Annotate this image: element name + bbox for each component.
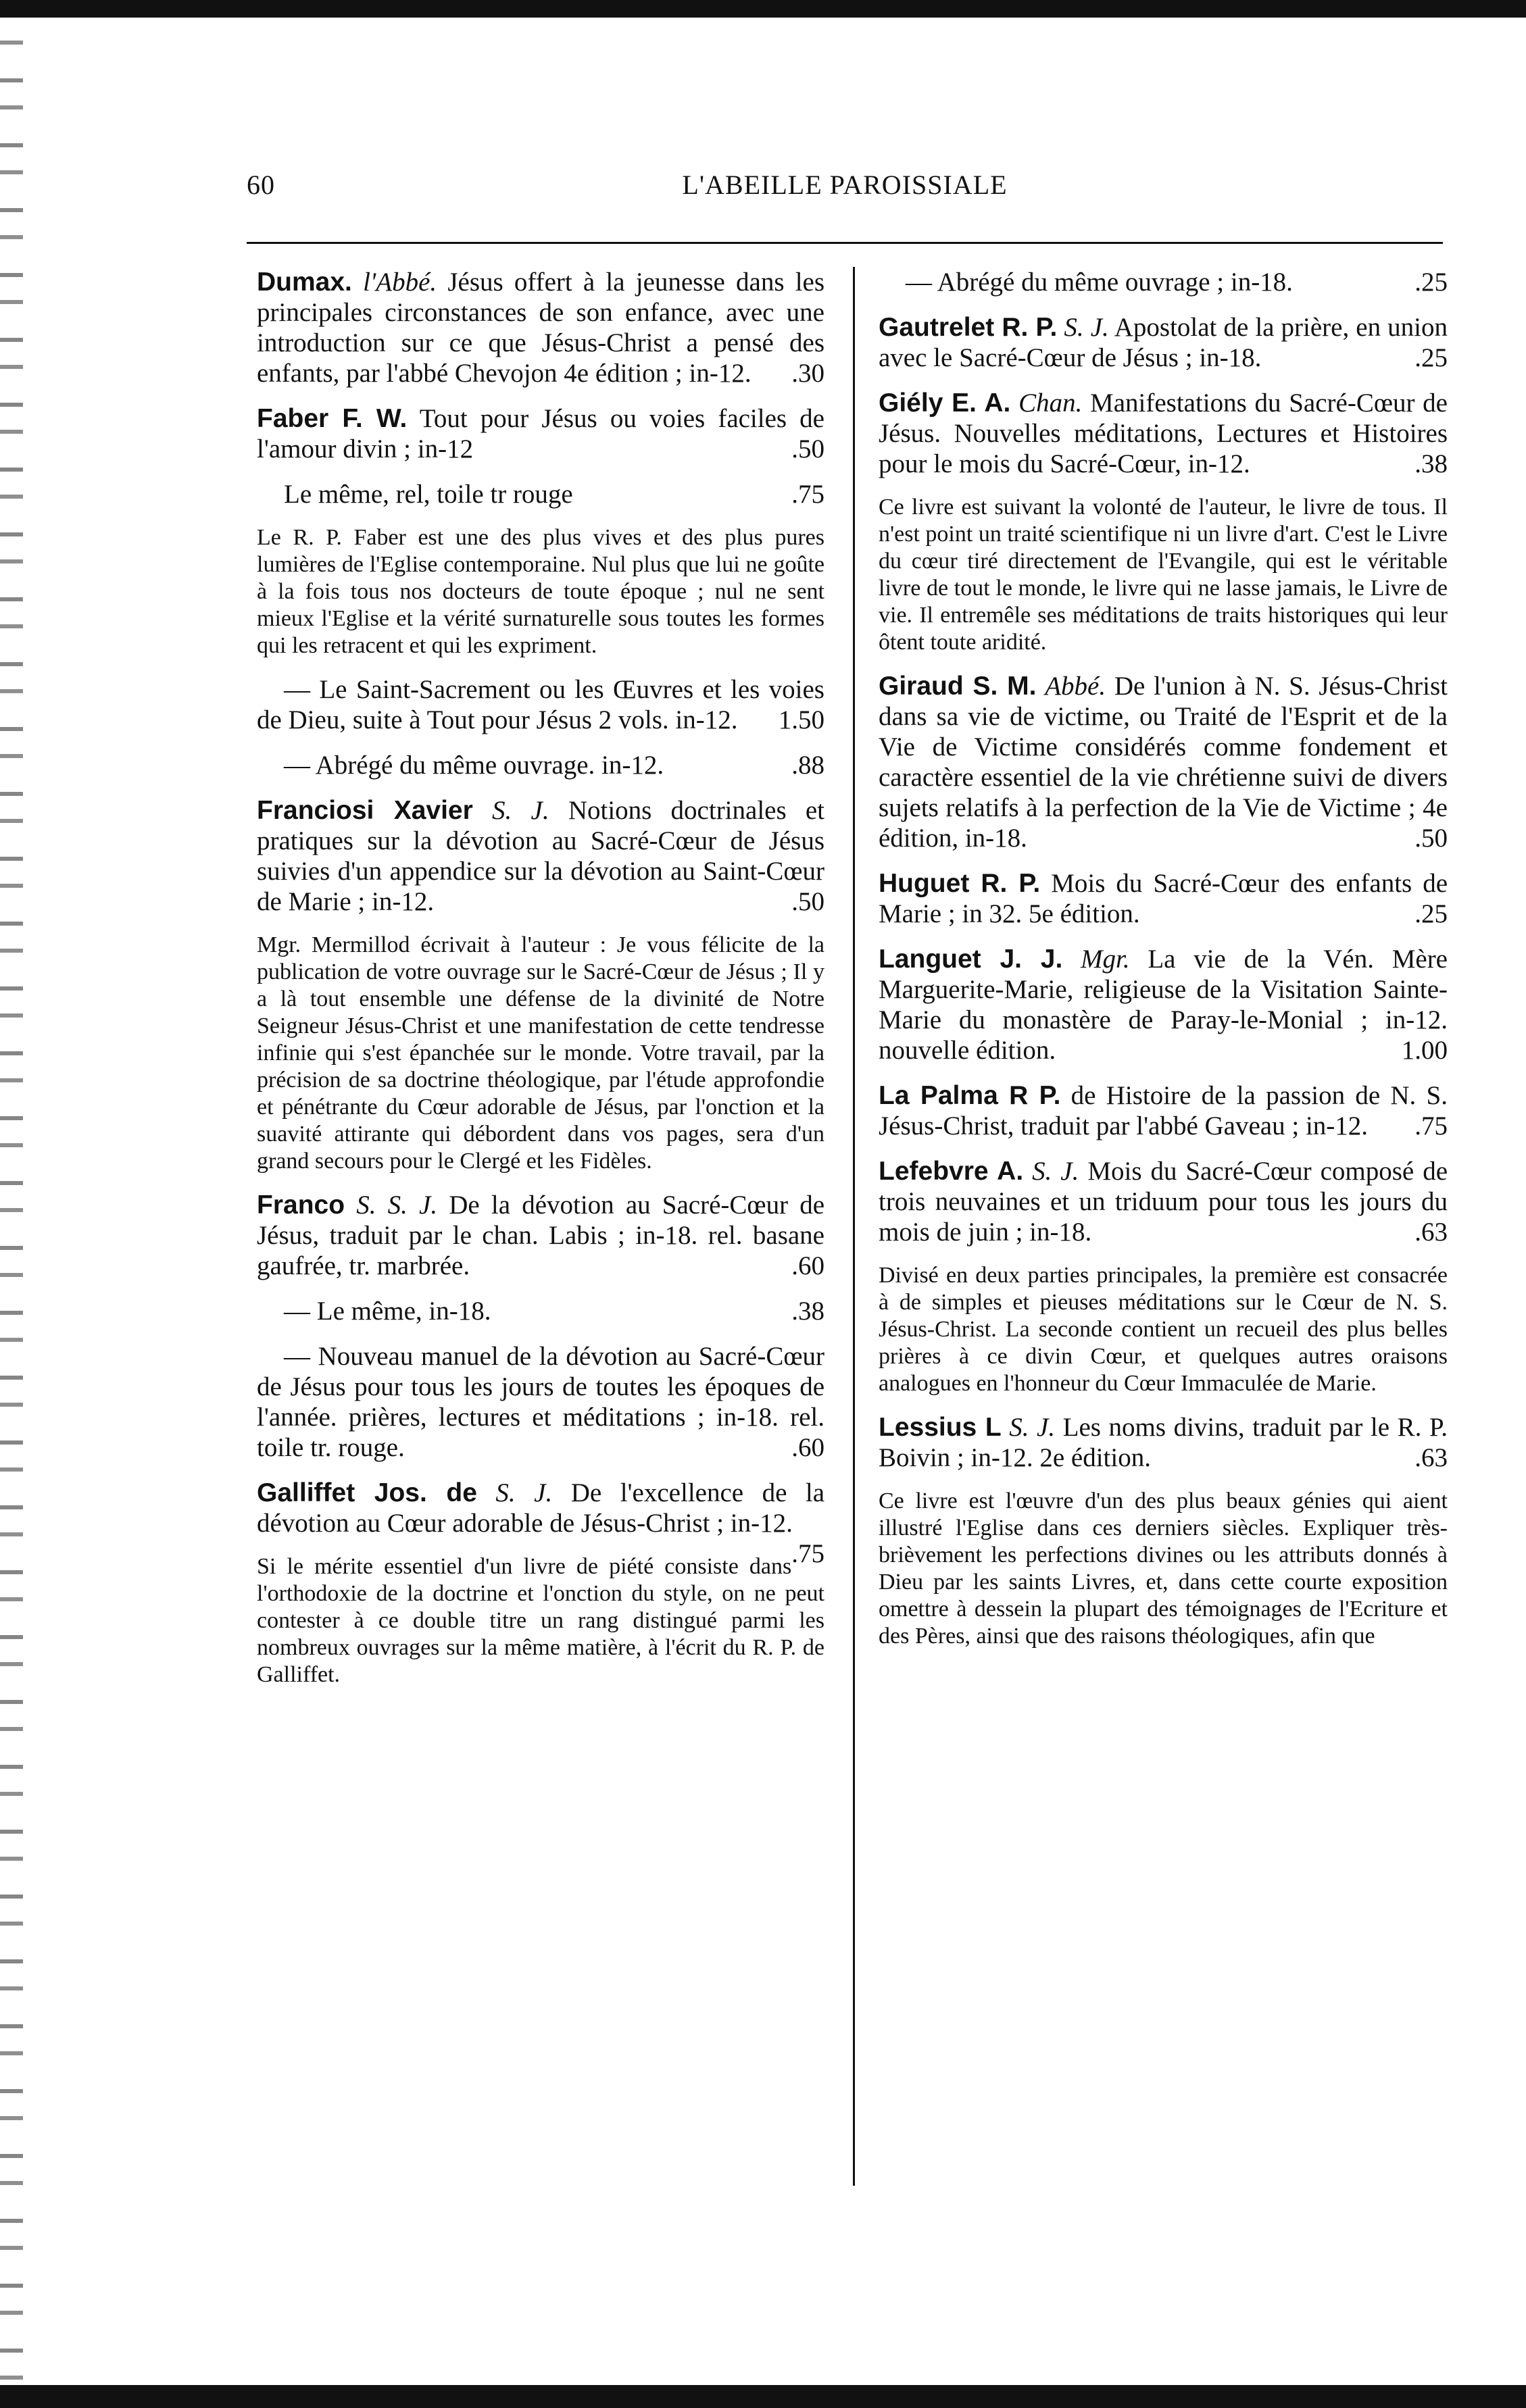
entry-title: Manifestations du Sacré-Cœur de Jésus. Nouvelles méditations, Lectures et Histoires pour le mois du Sacré-Cœur, in-12. [879,388,1448,478]
entry-title: — Nouveau manuel de la dévotion au Sacré-Cœur de Jésus pour tous les jours de toutes les époques de l'année. prières, lectures et méditations ; in-18. rel. toile tr. rouge. [257,1342,824,1462]
entry-price: .75 [791,1539,824,1568]
entry-title: — Le Saint-Sacrement ou les Œuvres et les voies de Dieu, suite à Tout pour Jésus 2 vols. in-12. [257,675,824,734]
entry-title: — Abrégé du même ouvrage. in-12. [284,751,664,780]
right-column [879,267,1448,1665]
entry-author: Languet J. J. [879,945,1063,974]
entry-credential: S. J. [1032,1157,1079,1186]
entry-title: De la dévotion au Sacré-Cœur de Jésus, traduit par le chan. Labis ; in-18. rel. basane gaufrée, tr. marbrée. [257,1190,825,1280]
entry-author: Faber F. W. [257,404,408,433]
header-rule [247,242,1443,244]
entry-author: Lefebvre A. [879,1157,1024,1186]
entry-price: .50 [791,887,824,916]
entry-title: De l'union à N. S. Jésus-Christ dans sa vie de victime, ou Traité de l'Esprit et de la Vie de Victime considérés comme fondement et caractère essentiel de la vie chrétienne suivi de divers sujets relatifs à la perfection de la Vie de Victime ; 4e édition, in-18. [879,672,1448,853]
entry-price: .25 [1414,268,1448,297]
entry-title: Apostolat de la prière, en union avec le Sacré-Cœur de Jésus ; in-18. [879,313,1448,372]
running-head: L'ABEILLE PAROISSIALE [682,170,1008,200]
catalog-entry [879,944,1448,1065]
entry-author: Galliffet Jos. de [257,1478,477,1507]
entry-price: .60 [791,1433,824,1462]
catalog-entry [879,1412,1448,1473]
entry-price: .60 [791,1251,824,1280]
review-note: Ce livre est suivant la volonté de l'auteur, le livre de tous. Il n'est point un traité scientifique ni un livre d'art. C'est le Livre du cœur tiré directement de l'Evangile, qui est le véritable livre de tout le monde, le livre qui ne lasse jamais, le Livre de vie. Il entremêle ses méditations de traits historiques qui leur ôtent toute aridité. [879,495,1448,655]
catalog-entry [257,1296,824,1326]
entry-author: Giraud S. M. [879,672,1037,701]
catalog-entry [879,868,1448,929]
entry-price: .63 [1414,1443,1448,1472]
catalog-entry [257,267,824,388]
entry-author: Huguet R. P. [879,869,1041,898]
review-note: Si le mérite essentiel d'un livre de piété consiste dans l'orthodoxie de la doctrine et l'onction du style, on ne peut contester à ce double titre un rang distingué parmi les nombreux ouvrages sur la même matière, à l'écrit du R. P. de Galliffet. [257,1554,824,1687]
entry-price: .63 [1414,1218,1448,1247]
entry-title: Mois du Sacré-Cœur composé de trois neuvaines et un triduum pour tous les jours du mois de juin ; in-18. [879,1157,1448,1247]
catalog-entry [257,750,824,780]
entry-author: Gautrelet R. P. [879,313,1058,342]
entry-price: .50 [1414,824,1448,853]
left-column [257,267,824,1703]
entry-title: La vie de la Vén. Mère Marguerite-Marie, religieuse de la Visitation Sainte-Marie du monastère de Paray-le-Monial ; in-12. nouvelle édition. [879,945,1448,1065]
scan-bottom-border [0,2385,1526,2408]
entry-credential: S. J. [492,796,549,825]
entry-credential: S. S. J. [356,1190,438,1220]
entry-author: Giély E. A. [879,388,1011,418]
entry-author: Lessius L [879,1413,1002,1442]
entry-title: Notions doctrinales et pratiques sur la dévotion au Sacré-Cœur de Jésus suivies d'un appendice sur la dévotion au Saint-Cœur de Marie ; in-12. [257,796,825,916]
entry-title: De l'excellence de la dévotion au Cœur adorable de Jésus-Christ ; in-12. [257,1478,825,1538]
catalog-entry [879,671,1448,853]
catalog-entry [879,267,1448,297]
page-number: 60 [247,170,275,200]
entry-price: .38 [1414,449,1448,478]
entry-author: La Palma R P. [879,1081,1061,1110]
entry-credential: S. J. [1064,313,1109,342]
entry-price: .75 [1414,1111,1448,1140]
entry-title: Mois du Sacré-Cœur des enfants de Marie ; in 32. 5e édition. [879,869,1448,928]
entry-title: de Histoire de la passion de N. S. Jésus-Christ, traduit par l'abbé Gaveau ; in-12. [879,1081,1448,1140]
entry-author: Franco [257,1190,345,1220]
entry-credential: l'Abbé. [363,268,437,297]
entry-title: Le même, rel, toile tr rouge [284,480,573,509]
entry-price: .75 [791,480,824,509]
entry-title: Les noms divins, traduit par le R. P. Boivin ; in-12. 2e édition. [879,1413,1448,1472]
entry-title: Tout pour Jésus ou voies faciles de l'amour divin ; in-12 [257,404,824,463]
catalog-entry [257,403,824,464]
catalog-entry [257,1478,825,1568]
entry-title: — Abrégé du même ouvrage ; in-18. [906,268,1293,297]
column-divider [853,267,855,2186]
catalog-entry [879,1080,1448,1141]
scan-binding-edge [0,18,23,2385]
catalog-entry [257,674,824,735]
catalog-entry [879,312,1448,373]
entry-price: .88 [791,751,824,780]
entry-price: .30 [791,359,824,388]
review-note: Ce livre est l'œuvre d'un des plus beaux génies qui aient illustré l'Eglise dans ces derniers siècles. Expliquer très-brièvement les perfections divines ou les attributs donnés à Dieu par les saints Livres, et, dans cette courte exposition omettre à dessein la plupart des témoignages de l'Ecriture et des Pères, ainsi que des raisons théologiques, afin que [879,1488,1448,1649]
entry-credential: Abbé. [1045,672,1106,701]
catalog-entry [257,1190,824,1281]
review-note: Mgr. Mermillod écrivait à l'auteur : Je vous félicite de la publication de votre ouvrage sur le Sacré-Cœur de Jésus ; Il y a là tout ensemble une défense de la divinité de Notre Seigneur Jésus-Christ et une manifestation de cette tendresse infinie qui s'est épanchée sur le monde. Votre travail, par la précision de sa doctrine théologique, par l'étude approfondie et pénétrante du Cœur adorable de Jésus, par l'onction et la suavité attirante qui débordent dans vos pages, sera d'un grand secours pour le Clergé et les Fidèles. [257,932,824,1174]
review-note: Le R. P. Faber est une des plus vives et des plus pures lumières de l'Eglise contemporaine. Nul plus que lui ne goûte à la fois tous nos docteurs de toute époque ; nul ne sent mieux l'Eglise et la vérité surnaturelle sous toutes les formes qui les retracent et qui les expriment. [257,525,824,658]
entry-author: Franciosi Xavier [257,796,473,825]
review-note: Divisé en deux parties principales, la première est consacrée à de simples et pieuses méditations sur le Cœur de N. S. Jésus-Christ. La seconde contient un recueil des plus belles prières à ce divin Cœur, et quelques autres oraisons analogues en l'honneur du Cœur Immaculée de Marie. [879,1263,1448,1396]
catalog-entry [879,1156,1448,1247]
entry-title: — Le même, in-18. [284,1297,491,1326]
page-header [247,169,1443,209]
scan-top-border [0,0,1526,18]
catalog-entry [879,388,1448,479]
entry-price: 1.00 [1401,1036,1448,1065]
entry-credential: Chan. [1018,388,1083,418]
catalog-entry [257,795,824,917]
catalog-entry [257,479,824,509]
entry-credential: S. J. [495,1478,553,1507]
entry-price: .25 [1414,899,1448,928]
entry-price: 1.50 [778,705,824,734]
entry-author: Dumax. [257,268,352,297]
entry-price: .25 [1414,343,1448,372]
entry-price: .50 [791,434,824,463]
entry-price: .38 [791,1297,824,1326]
entry-title: Jésus offert à la jeunesse dans les principales circonstances de son enfance, avec une introduction sur ce que Jésus-Christ a pensé des enfants, par l'abbé Chevojon 4e édition ; in-12. [257,268,825,388]
entry-credential: S. J. [1009,1413,1056,1442]
entry-credential: Mgr. [1081,945,1130,974]
catalog-entry [257,1341,824,1463]
